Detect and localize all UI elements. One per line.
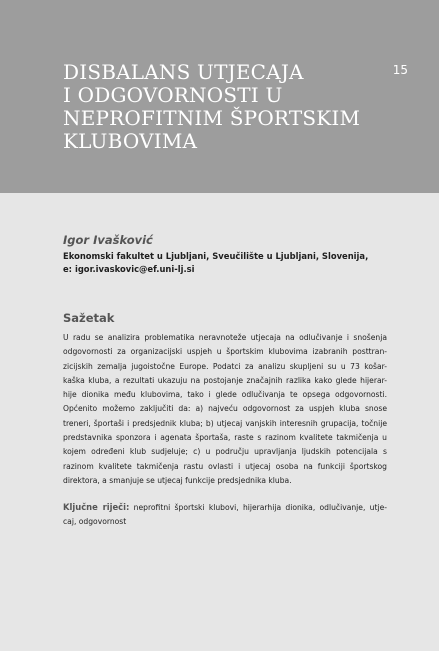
keywords-label: Ključne riječi: xyxy=(63,502,130,512)
keywords-line xyxy=(63,500,387,515)
abstract-line: U radu se analizira problematika neravnoteže utjecaja na odlučivanje i snošenja xyxy=(63,333,387,342)
chapter-title-line: DISBALANS UTJECAJA xyxy=(63,60,304,84)
chapter-title-line: KLUBOVIMA xyxy=(63,129,198,153)
abstract-line: Općenito možemo zaključiti da: a) najveću odgovornost za uspjeh kluba snose xyxy=(63,404,387,414)
abstract-line: kojem određeni klub sudjeluje; c) u području upravljanja ljudskih potencijala s xyxy=(63,447,387,457)
chapter-header-band xyxy=(0,0,439,193)
abstract-heading: Sažetak xyxy=(63,311,115,325)
chapter-title-line: I ODGOVORNOSTI U xyxy=(63,83,283,107)
abstract-line: hije dionika među klubovima, tako i glede odlučivanja te opsega odgovornosti. xyxy=(63,390,387,400)
abstract-line: odgovornosti za organizacijski uspjeh u športskim klubovima izabranih posttran- xyxy=(63,347,387,357)
keywords-block xyxy=(63,500,387,530)
abstract-line: razinom kvalitete takmičenja rastu ovlasti i utjecaj osoba na funkciji športskog xyxy=(63,461,387,471)
chapter-title xyxy=(63,61,383,153)
abstract-line: predstavnika sponzora i agenata športaša, raste s razinom kvalitete takmičenja u xyxy=(63,433,387,443)
keywords-text: neprofitni športski klubovi, hijerarhija dionika, odlučivanje, utje- xyxy=(133,503,387,512)
abstract-body xyxy=(63,331,387,488)
abstract-line: treneri, športaši i predsjednik kluba; b) utjecaj vanjskih interesnih grupacija, točnije xyxy=(63,418,387,428)
author-affiliation xyxy=(63,250,393,275)
keywords-line: caj, odgovornost xyxy=(63,517,127,527)
page-number: 15 xyxy=(392,63,408,77)
author-name: Igor Ivašković xyxy=(63,233,153,247)
abstract-line: direktora, a smanjuje se utjecaj funkcije predsjednika kluba. xyxy=(63,475,292,485)
abstract-line: zicijskih zemalja jugoistočne Europe. Podatci za analizu skupljeni su u 73 košar- xyxy=(63,361,387,371)
chapter-title-line: NEPROFITNIM ŠPORTSKIM xyxy=(63,106,361,130)
abstract-line: kaška kluba, a rezultati ukazuju na postojanje značajnih razlika kako glede hijerar- xyxy=(63,375,387,385)
affiliation-email: e: igor.ivaskovic@ef.uni-lj.si xyxy=(63,263,195,274)
affiliation-line: Ekonomski fakultet u Ljubljani, Sveučilište u Ljubljani, Slovenija, xyxy=(63,251,369,261)
